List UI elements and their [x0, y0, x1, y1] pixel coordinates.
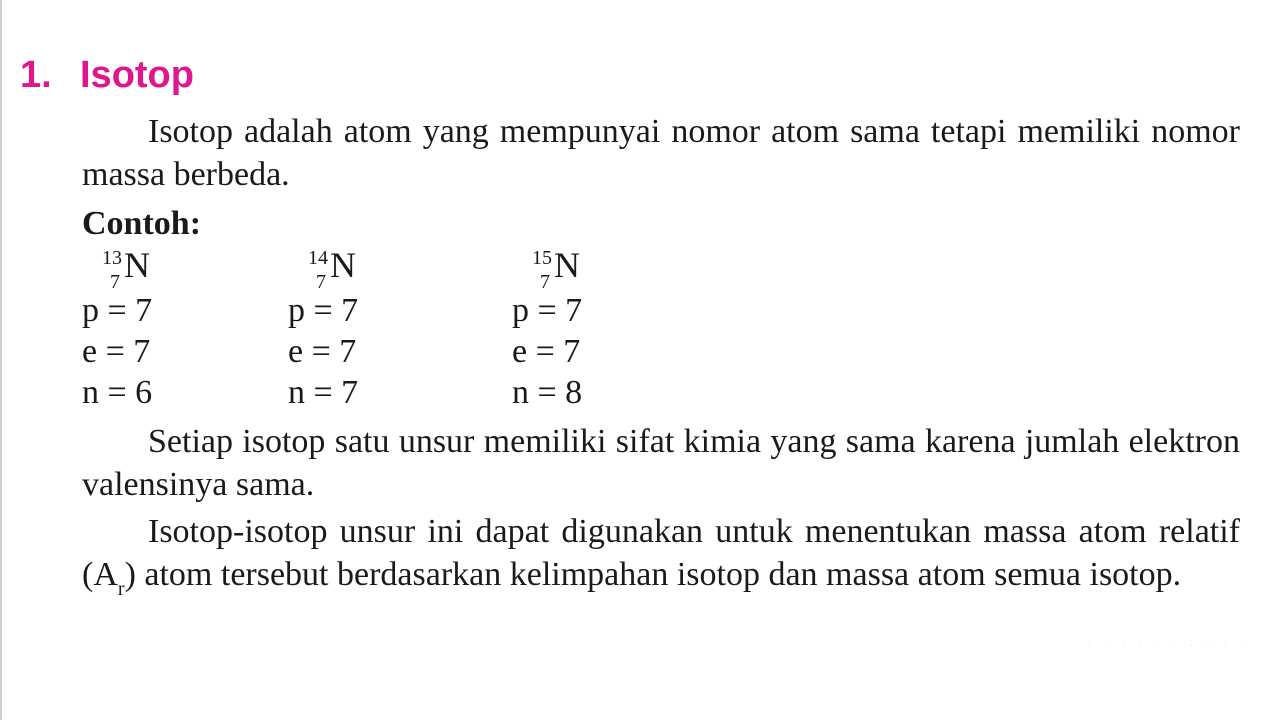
electron-count: e = 7 — [82, 333, 151, 370]
atomic-number: 7 — [316, 271, 326, 293]
chemical-property-text: Setiap isotop satu unsur memiliki sifat kimia yang sama karena jumlah elektron valensinya sama. — [82, 423, 1240, 503]
mass-number: 14 — [308, 247, 328, 269]
neutron-count: n = 8 — [512, 374, 583, 411]
nuclide-notation — [512, 244, 632, 293]
isotope-example — [288, 244, 408, 413]
electron-count: e = 7 — [288, 333, 357, 370]
activation-watermark: . . . . . . . . . . — [1088, 638, 1250, 648]
atomic-number: 7 — [540, 271, 550, 293]
definition-paragraph — [82, 110, 1240, 196]
example-label: Contoh: — [82, 205, 202, 242]
section-heading — [20, 50, 194, 100]
relative-mass-text-end: ) atom tersebut berdasarkan kelimpahan isotop dan massa atom semua isotop. — [124, 556, 1182, 593]
nuclide-notation — [82, 244, 202, 293]
chemical-property-paragraph — [82, 420, 1240, 506]
nuclide-notation — [288, 244, 408, 293]
neutron-count: n = 7 — [288, 374, 359, 411]
electron-count: e = 7 — [512, 333, 581, 370]
element-symbol: N — [330, 245, 356, 285]
atomic-number: 7 — [110, 271, 120, 293]
relative-mass-text-start: Isotop-isotop unsur ini dapat digunakan untuk menentukan massa atom relatif (A — [82, 513, 1240, 593]
relative-mass-paragraph — [82, 510, 1240, 601]
definition-text: Isotop adalah atom yang mempunyai nomor atom sama tetapi memiliki nomor massa berbeda. — [82, 113, 1240, 193]
proton-count: p = 7 — [288, 292, 359, 329]
mass-number: 15 — [532, 247, 552, 269]
subscript-r: r — [117, 578, 125, 600]
neutron-count: n = 6 — [82, 374, 153, 411]
element-symbol: N — [554, 245, 580, 285]
isotope-example — [82, 244, 202, 413]
element-symbol: N — [124, 245, 150, 285]
page-edge-divider — [0, 0, 2, 720]
mass-number: 13 — [102, 247, 122, 269]
proton-count: p = 7 — [512, 292, 583, 329]
section-number: 1. — [20, 54, 52, 96]
isotope-example — [512, 244, 632, 413]
section-title: Isotop — [80, 54, 194, 96]
proton-count: p = 7 — [82, 292, 153, 329]
